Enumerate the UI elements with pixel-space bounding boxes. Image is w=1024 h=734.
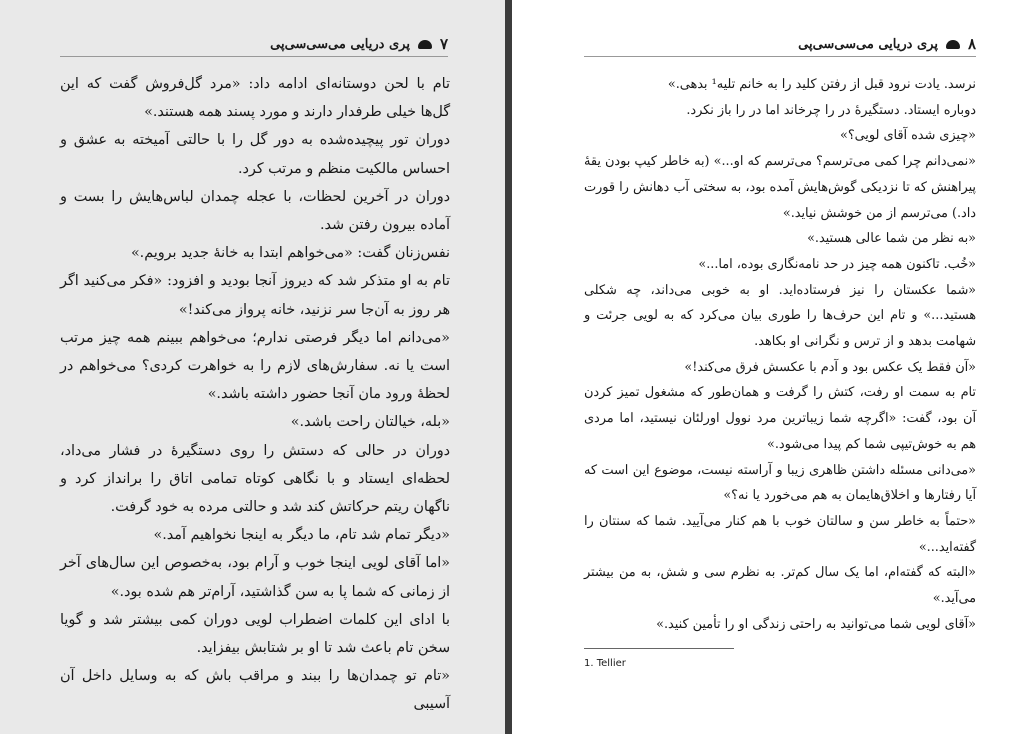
paragraph: «خُب. تاکنون همه چیز در حد نامه‌نگاری بوده، اما...»	[698, 256, 976, 272]
paragraph: تام به او متذکر شد که دیروز آنجا بودید و افزود: «فکر می‌کنید اگر هر روز به آن‌جا سر نزنید، خانه پرواز می‌کند!»	[60, 273, 450, 318]
paragraph: تام به سمت او رفت، کتش را گرفت و همان‌طور که مشغول تمیز کردن آن بود، گفت: «اگرچه شما زیباترین مرد نوول اورلئان نیستید، اما مردی هم به خوش‌تیپی شما کم پیدا می‌شود.»	[584, 385, 976, 452]
ornament-icon	[418, 40, 432, 49]
left-page	[0, 0, 510, 734]
right-book-title: پری دریایی می‌سی‌سی‌پی	[798, 36, 938, 52]
paragraph: «به نظر من شما عالی هستید.»	[807, 231, 976, 247]
paragraph: «دیگر تمام شد تام، ما دیگر به اینجا نخواهیم آمد.»	[153, 527, 450, 544]
right-running-head	[584, 32, 976, 57]
left-body-text	[60, 70, 450, 719]
paragraph: «شما عکستان را نیز فرستاده‌اید. او به خوبی می‌داند، چه شکلی هستید...» و تام این حرف‌ها را طوری بیان می‌کرد که به لویی جرئت و شهامت بدهد و از ترس و نگرانی او بکاهد.	[584, 282, 976, 350]
paragraph: نرسد. یادت نرود قبل از رفتن کلید را به خانم تلیه¹ بدهی.»	[667, 77, 976, 92]
paragraph: دوران در حالی که دستش را روی دستگیرهٔ در فشار می‌داد، لحظه‌ای ایستاد و با نگاهی کوتاه تمامی اتاق را برانداز کرد و ناگهان ریتم حرکاتش کند شد و حالتی مرده به خود گرفت.	[60, 442, 450, 516]
paragraph: نفس‌زنان گفت: «می‌خواهم ابتدا به خانهٔ جدید برویم.»	[130, 245, 450, 262]
paragraph: «می‌دانی مسئله داشتن ظاهری زیبا و آراسته نیست، موضوع این است که آیا رفتارها و اخلاق‌هایمان به هم می‌خورد یا نه؟»	[584, 462, 976, 504]
paragraph: دوباره ایستاد. دستگیرهٔ در را چرخاند اما در را باز نکرد.	[686, 102, 976, 118]
left-running-head	[60, 32, 448, 57]
paragraph: «آن فقط یک عکس بود و آدم با عکسش فرق می‌کند!»	[684, 359, 976, 375]
paragraph: «آقای لویی شما می‌توانید به راحتی زندگی او را تأمین کنید.»	[656, 616, 976, 632]
paragraph: دوران در آخرین لحظات، با عجله چمدان لباس‌هایش را بست و آماده بیرون رفتن شد.	[60, 188, 450, 234]
paragraph: «می‌دانم اما دیگر فرصتی ندارم؛ می‌خواهم ببینم همه چیز مرتب است یا نه. سفارش‌های لازم را به خواهرت کردی؟ می‌خواهم در لحظهٔ ورود مان آنجا حضور داشته باشد.»	[60, 329, 450, 403]
paragraph: «تام تو چمدان‌ها را ببند و مراقب باش که به وسایل داخل آن آسیبی	[60, 668, 450, 713]
footnote: 1. Tellier	[584, 658, 626, 669]
paragraph: با ادای این کلمات اضطراب لویی دوران کمی بیشتر شد و گویا سخن تام باعث شد تا او بر شتابش بیفزاید.	[60, 611, 450, 657]
paragraph: دوران تور پیچیده‌شده به دور گل را با حالتی آمیخته به عشق و احساس مالکیت منظم و مرتب کرد.	[60, 132, 450, 177]
footnote-divider	[584, 648, 734, 649]
paragraph: «اما آقای لویی اینجا خوب و آرام بود، به‌خصوص این سال‌های آخر از زمانی که شما پا به سن گذاشتید، آرام‌تر هم شده بود.»	[60, 555, 450, 600]
right-page-number: ۸	[967, 35, 976, 53]
paragraph: «البته که گفته‌ام، اما یک سال کم‌تر. به نظرم سی و شش، به من بیشتر می‌آید.»	[584, 565, 976, 607]
right-body-text	[584, 72, 976, 637]
paragraph: تام با لحن دوستانه‌ای ادامه داد: «مرد گل‌فروش گفت که این گل‌ها خیلی طرفدار دارند و مورد پسند همه هستند.»	[60, 76, 450, 121]
paragraph: «حتماً به خاطر سن و سالتان خوب با هم کنار می‌آیید. شما که سنتان را گفته‌اید...»	[584, 513, 976, 555]
paragraph: «نمی‌دانم چرا کمی می‌ترسم؟ می‌ترسم که او...» (به خاطر کیپ بودن یقهٔ پیراهنش که تا نزدیکی گوش‌هایش آمده بود، به سختی آب دهانش را قورت داد.) می‌ترسم از من خوشش نیاید.»	[584, 154, 976, 221]
right-page	[512, 0, 1024, 734]
paragraph: «بله، خیالتان راحت باشد.»	[290, 414, 450, 431]
paragraph: «چیزی شده آقای لویی؟»	[840, 128, 976, 144]
left-book-title: پری دریایی می‌سی‌سی‌پی	[270, 36, 410, 52]
left-page-number: ۷	[439, 35, 448, 53]
ornament-icon	[946, 40, 960, 49]
